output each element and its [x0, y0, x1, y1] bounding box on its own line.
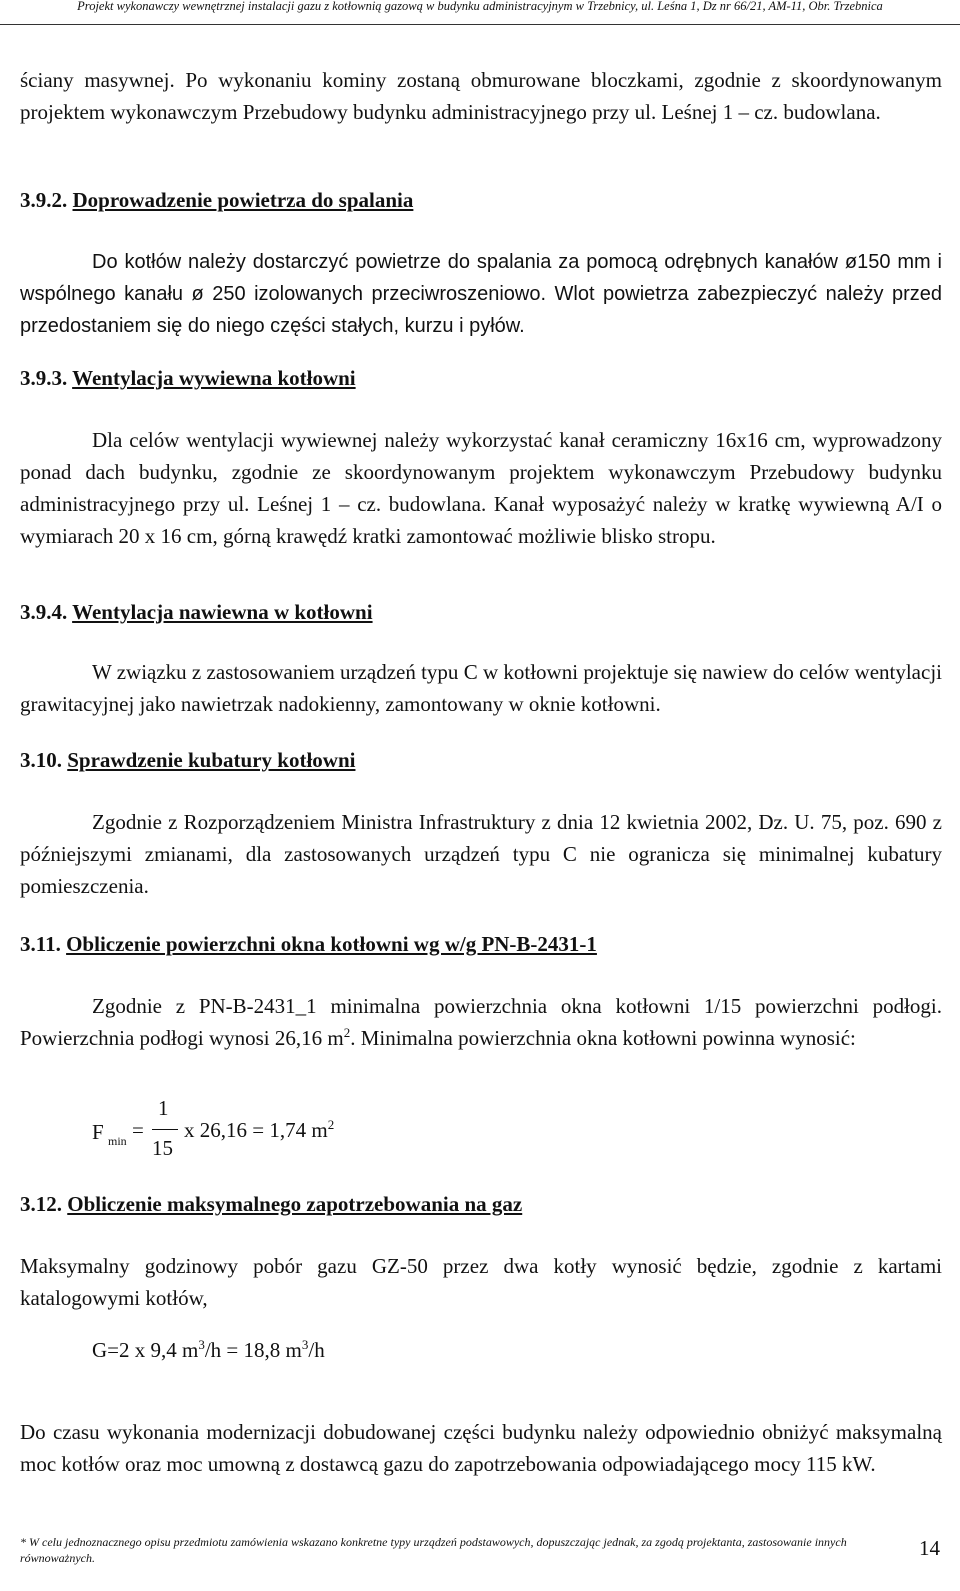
section-number: 3.9.3.: [20, 366, 68, 390]
superscript: 2: [343, 1025, 351, 1040]
section-3-9-4-body: W związku z zastosowaniem urządzeń typu C w kotłowni projektuje się nawiew do celów wentylacji grawitacyjnej jako nawietrzak nadokienny, zamontowany w oknie kotłowni.: [20, 660, 942, 716]
formula-denominator: 15: [152, 1136, 173, 1160]
fraction-bar: [152, 1129, 178, 1130]
section-heading-3-9-4: [20, 596, 373, 628]
section-heading-3-9-2: [20, 184, 413, 216]
page-number: 14: [919, 1536, 940, 1560]
formula-result: x 26,16 = 1,74 $m^2$: [184, 1117, 335, 1142]
paragraph-part: Do kotłów należy dostarczyć powietrze do spalania za pomocą odrębnych kanałów ø150 mm i wspólnego kanału ø 250 izolowanych przeciwroszeniowo.: [20, 251, 942, 305]
section-heading-3-12: [20, 1188, 522, 1220]
section-number: 3.9.2.: [20, 188, 68, 212]
section-number: 3.10.: [20, 748, 62, 772]
paragraph-part: Zgodnie z PN-B-2431_1 minimalna powierzchnia okna kotłowni 1/15 powierzchni podłogi. Powierzchnia podłogi wynosi 26,16 m: [20, 994, 942, 1050]
formula-subscript: min: [108, 1134, 127, 1148]
paragraph-part: . Minimalna powierzchnia okna kotłowni powinna wynosić:: [350, 1026, 856, 1050]
section-3-12-paragraph-1: Maksymalny godzinowy pobór gazu GZ-50 przez dwa kotły wynosić będzie, zgodnie z kartami katalogowymi kotłów,: [20, 1254, 942, 1310]
gas-demand-formula: G=2 x 9,4 $m^3/h = 18,8$ $m^3/h$: [92, 1337, 325, 1362]
section-heading-3-11: [20, 928, 597, 960]
paragraph-part: Wlot powietrza zabezpieczyć należy przed przedostaniem się do niego części stałych, kurzu i pyłów.: [20, 283, 942, 337]
section-title: Wentylacja wywiewna kotłowni: [72, 366, 356, 390]
section-3-9-3-body: Dla celów wentylacji wywiewnej należy wykorzystać kanał ceramiczny 16x16 cm, wyprowadzony ponad dach budynku, zgodnie ze skoordynowanym projektem wykonawczym Przebudowy budynku administracyjnego przy ul. Leśnej 1 – cz. budowlana. Kanał wyposażyć należy w kratkę wywiewną A/I o wymiarach 20 x 16 cm, górną krawędź kratki zamontować możliwie blisko stropu.: [20, 428, 942, 548]
formula-numerator: 1: [158, 1096, 169, 1120]
section-heading-3-9-3: [20, 362, 356, 394]
section-3-9-2-body: [20, 246, 942, 342]
formula-equals: =: [132, 1118, 144, 1142]
intro-paragraph: ściany masywnej. Po wykonaniu kominy zostaną obmurowane bloczkami, zgodnie z skoordynowanym projektem wykonawczym Przebudowy budynku administracyjnego przy ul. Leśnej 1 – cz. budowlana.: [20, 68, 942, 124]
section-heading-3-10: [20, 744, 355, 776]
section-3-12-paragraph-2: Do czasu wykonania modernizacji dobudowanej części budynku należy odpowiednio obniżyć maksymalną moc kotłów oraz moc umowną z dostawcą gazu do zapotrzebowania odpowiadającego mocy 115 kW.: [20, 1420, 942, 1476]
section-title: Sprawdzenie kubatury kotłowni: [67, 748, 356, 772]
section-title: Obliczenie powierzchni okna kotłowni wg w/g PN-B-2431-1: [66, 932, 597, 956]
section-title: Doprowadzenie powietrza do spalania: [72, 188, 414, 212]
section-3-10-body: Zgodnie z Rozporządzeniem Ministra Infrastruktury z dnia 12 kwietnia 2002, Dz. U. 75, poz. 690 z późniejszymi zmianami, dla zastosowanych urządzeń typu C nie ogranicza się minimalnej kubatury pomieszczenia.: [20, 810, 942, 898]
section-3-11-body: [20, 990, 942, 1054]
section-title: Obliczenie maksymalnego zapotrzebowania na gaz: [67, 1192, 523, 1216]
section-number: 3.12.: [20, 1192, 62, 1216]
footnote: * W celu jednoznacznego opisu przedmiotu zamówienia wskazano konkretne typy urządzeń podstawowych, dopuszczając jednak, za zgodą projektanta, zastosowanie innych równoważnych.: [20, 1535, 847, 1565]
section-number: 3.9.4.: [20, 600, 68, 624]
window-area-formula: [92, 1096, 492, 1170]
section-title: Wentylacja nawiewna w kotłowni: [72, 600, 373, 624]
section-number: 3.11.: [20, 932, 61, 956]
formula-symbol: F: [92, 1120, 104, 1144]
page-header: Projekt wykonawczy wewnętrznej instalacji gazu z kotłownią gazową w budynku administracyjnym w Trzebnicy, ul. Leśna 1, Dz nr 66/21, AM-11, Obr. Trzebnica: [0, 0, 960, 25]
